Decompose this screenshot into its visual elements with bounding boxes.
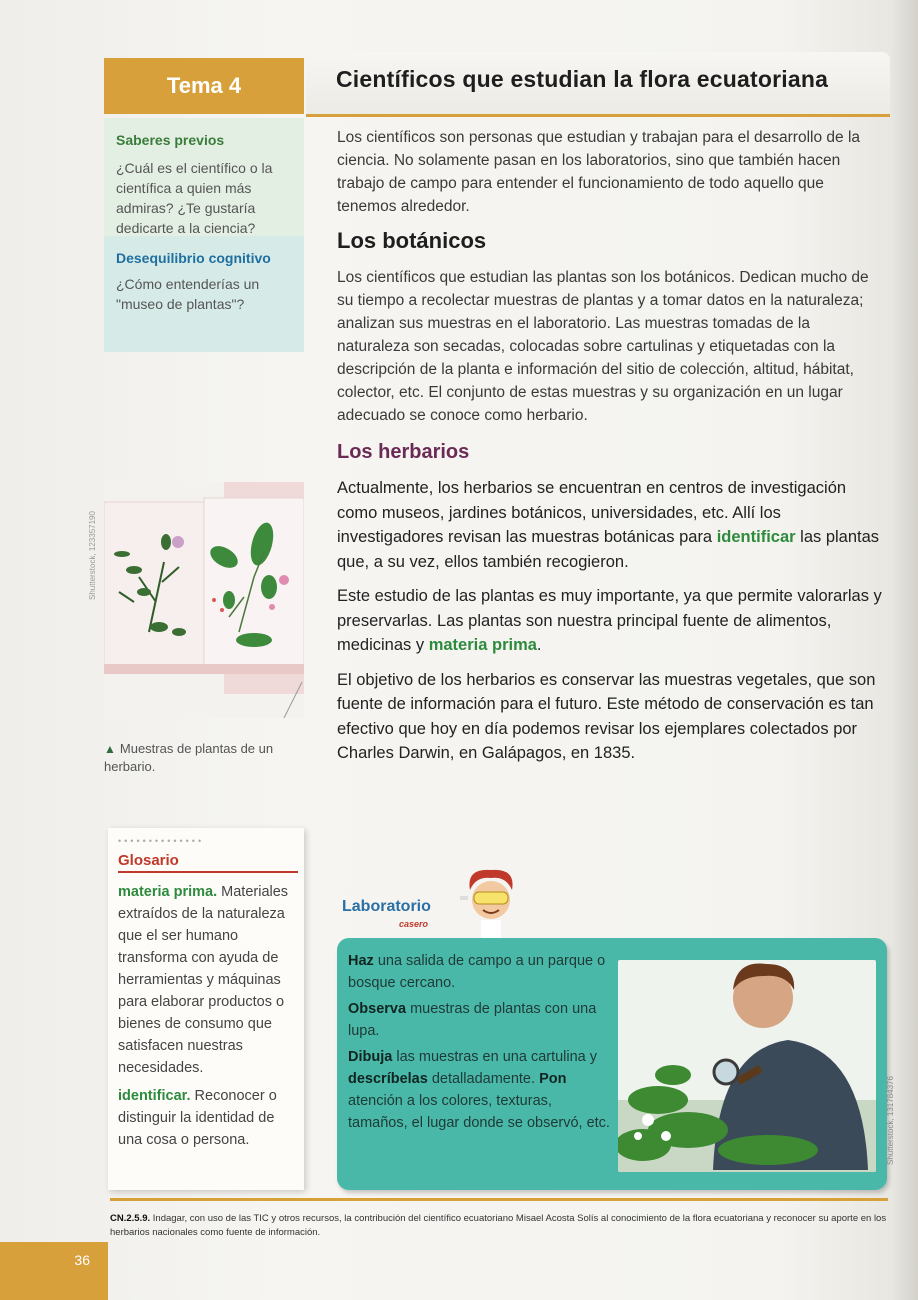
- verb: Pon: [539, 1071, 567, 1087]
- glosario-definition: Materiales extraídos de la naturaleza que el ser humano transforma con ayuda de herramientas y máquinas para elaborar productos o bienes de consumo que satisfacen nuestras necesidades.: [118, 884, 289, 1076]
- text-span: Este estudio de las plantas es muy importante, ya que permite valorarlas y preservarlas. Las plantas son nuestra principal fuente de alimentos, medicinas y: [337, 587, 882, 654]
- lab-step-1: [348, 950, 610, 994]
- scientist-boy-icon: [456, 866, 526, 942]
- curriculum-footer: [110, 1212, 900, 1240]
- herbarios-paragraph-2: [337, 584, 885, 658]
- verb: descríbelas: [348, 1071, 428, 1087]
- curriculum-text: Indagar, con uso de las TIC y otros recursos, la contribución del científico ecuatoriano Misael Acosta Solís al conocimiento de la flora ecuatoriana y reconocer su aporte en los herbarios nacionales como fuente de información.: [110, 1213, 887, 1238]
- title-bar: [306, 52, 890, 114]
- figure-caption: [104, 740, 308, 776]
- text-span: las plantas que, a su vez, ellos también recogieron.: [337, 528, 880, 571]
- boy-with-magnifier-photo: [618, 960, 876, 1172]
- lab-title: Laboratorio: [342, 898, 431, 915]
- heading-herbarios: Los herbarios: [337, 441, 470, 463]
- tema-label: Tema 4: [166, 73, 242, 98]
- glosario-box: [108, 828, 304, 1190]
- botanicos-paragraph: Los científicos que estudian las plantas son los botánicos. Dedican mucho de su tiempo a recolectar muestras de plantas y a tomar datos en la naturaleza; analizan sus muestras en el laboratorio. Las muestras tomadas de la naturaleza son secadas, colocadas sobre cartulinas y etiquetadas con la descripción de la planta e información del sitio de colección, altitud, hábitat, colector, etc. El conjunto de estas muestras y su organización en un lugar adecuado se conoce como herbario.: [337, 269, 869, 424]
- curriculum-code: CN.2.5.9.: [110, 1213, 151, 1224]
- saberes-text: ¿Cuál es el científico o la científica a quien más admiras? ¿Te gustaría dedicarte a la ciencia?: [116, 160, 273, 236]
- glosario-term: materia prima.: [118, 884, 218, 900]
- triangle-icon: ▲: [104, 742, 116, 756]
- figure-credit: Shutterstock, 123357190: [88, 511, 97, 600]
- page-title: Científicos que estudian la flora ecuatoriana: [336, 66, 829, 92]
- text-span: .: [536, 636, 542, 654]
- glosario-entry: [118, 881, 298, 1079]
- herbarios-paragraph-3: El objetivo de los herbarios es conservar las muestras vegetales, que son fuente de información para el futuro. Este método de conservación es tan efectivo que hoy en día podemos revisar los ejemplares colectados por Charles Darwin, en Galápagos, en 1835.: [337, 670, 876, 762]
- text-span: detalladamente.: [427, 1071, 540, 1087]
- glosario-term: identificar.: [118, 1088, 191, 1104]
- tema-tab: [104, 58, 304, 114]
- saberes-heading: Saberes previos: [116, 132, 225, 148]
- glosario-definition: Reconocer o distinguir la identidad de una cosa o persona.: [118, 1088, 277, 1148]
- herbarios-paragraph-1: [337, 476, 885, 574]
- glossary-term-identificar: identificar: [716, 528, 796, 546]
- text-span: atención a los colores, texturas, tamaños, el lugar donde se observó, etc.: [348, 1093, 610, 1131]
- text-span: una salida de campo a un parque o bosque cercano.: [348, 953, 606, 991]
- verb: Dibuja: [348, 1049, 393, 1065]
- lab-instructions: [348, 950, 610, 1138]
- heading-botanicos: Los botánicos: [337, 228, 487, 253]
- lab-step-2: [348, 998, 610, 1042]
- saberes-previos-box: [104, 118, 304, 236]
- verb: Haz: [348, 953, 374, 969]
- page-number: 36: [74, 1252, 90, 1268]
- herbario-image: [104, 482, 304, 718]
- glosario-heading: Glosario: [118, 852, 298, 873]
- text-span: las muestras en una cartulina y: [392, 1049, 598, 1065]
- text-span: Actualmente, los herbarios se encuentran en centros de investigación como museos, jardines botánicos, universidades, etc. Allí los investigadores revisan las muestras botánicas para: [337, 479, 847, 546]
- photo-credit: Shutterstock, 131784376: [886, 1076, 895, 1165]
- spiral-binding: ••••••••••••••: [118, 836, 205, 846]
- lab-subtitle: casero: [399, 919, 429, 929]
- desequilibrio-box: [104, 236, 304, 352]
- desequilibrio-text: ¿Cómo entenderías un "museo de plantas"?: [116, 276, 260, 312]
- footer-divider: [110, 1198, 888, 1201]
- left-column: [104, 118, 304, 352]
- caption-text: Muestras de plantas de un herbario.: [104, 741, 274, 774]
- intro-paragraph: Los científicos son personas que estudian y trabajan para el desarrollo de la ciencia. No solamente pasan en los laboratorios, sino que también hacen trabajo de campo para entender el funcionamiento de todo aquello que tenemos alrededor.: [337, 129, 861, 215]
- lab-step-3: [348, 1046, 610, 1134]
- page-number-tab: [0, 1242, 108, 1300]
- main-content: [337, 126, 885, 776]
- glossary-term-materia-prima: materia prima: [428, 636, 537, 654]
- verb: Observa: [348, 1001, 407, 1017]
- desequilibrio-heading: Desequilibrio cognitivo: [116, 250, 271, 266]
- text-span: muestras de plantas con una lupa.: [348, 1001, 597, 1039]
- glosario-entry: [118, 1085, 298, 1151]
